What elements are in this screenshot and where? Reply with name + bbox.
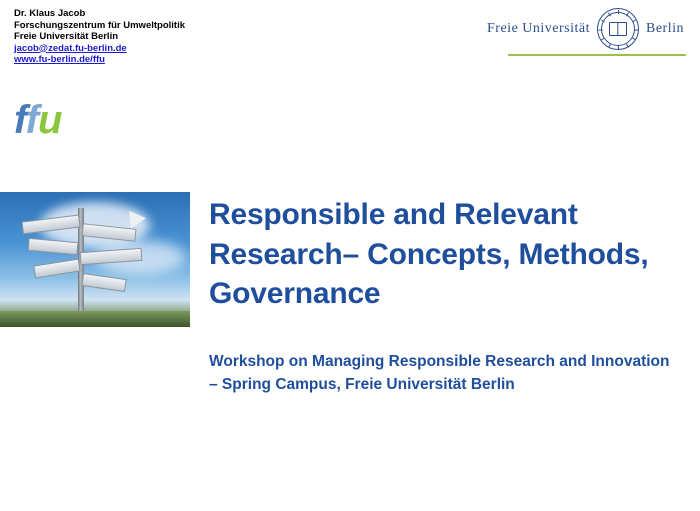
presenter-email-link[interactable]: jacob@zedat.fu-berlin.de	[14, 42, 127, 54]
header-green-rule	[508, 54, 686, 56]
fu-berlin-logo	[487, 8, 684, 50]
fu-logo-left-word: Freie Universität	[487, 21, 590, 36]
signpost-photo	[0, 192, 190, 327]
fu-logo-right-word: Berlin	[646, 21, 684, 36]
ffu-logo	[14, 100, 61, 140]
slide-title: Responsible and Relevant Research– Concepts, Methods, Governance	[209, 198, 649, 311]
presenter-university: Freie Universität Berlin	[14, 31, 119, 43]
presenter-website-link[interactable]: www.fu-berlin.de/ffu	[14, 54, 105, 66]
presenter-contact-block	[14, 8, 185, 66]
presenter-institute: Forschungszentrum für Umweltpolitik	[14, 19, 186, 31]
ffu-logo-letter-f2: f	[25, 98, 38, 142]
fu-seal-book-icon	[597, 8, 639, 50]
ffu-logo-letter-f1: f	[14, 98, 26, 142]
slide-subtitle: Workshop on Managing Responsible Research and Innovation – Spring Campus, Freie Universität Berlin	[209, 353, 670, 394]
ffu-logo-letter-u: u	[37, 98, 62, 142]
presenter-name: Dr. Klaus Jacob	[14, 8, 86, 19]
